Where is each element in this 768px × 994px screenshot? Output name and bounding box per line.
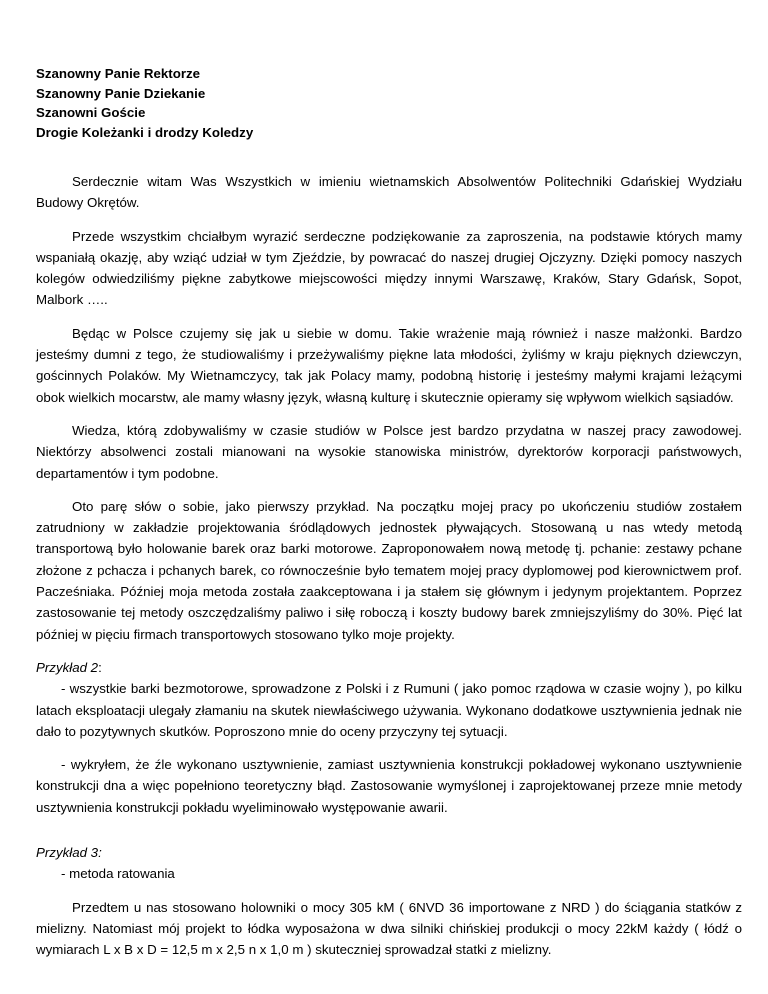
paragraph-knowledge: Wiedza, którą zdobywaliśmy w czasie studiów w Polsce jest bardzo przydatna w naszej pracy zawodowej. Niektórzy absolwenci zostali mianowani na wysokie stanowiska ministrów, dyrektorów korporacji państwowych, departamentów i tym podobne.: [36, 422, 742, 481]
salutation-colleagues: Drogie Koleżanki i drodzy Koledzy: [36, 124, 254, 140]
salutation-rector: Szanowny Panie Rektorze: [36, 66, 201, 81]
paragraph-thanks: Przede wszystkim chciałbym wyrazić serdeczne podziękowanie za zaproszenia, na podstawie których mamy wspaniałą okazję, aby wziąć udział w tym Zjeździe, by powracać do naszej drugiej Ojczyzny. Dzięki pomocy naszych kolegów odwiedziliśmy piękne zabytkowe miejscowości między innymi Warszawę, Kraków, Stary Gdańsk, Sopot, Malbork …..: [36, 228, 742, 308]
example3-label: Przykład 3:: [36, 845, 102, 861]
paragraph-example1: Oto parę słów o sobie, jako pierwszy przykład. Na początku mojej pracy po ukończeniu studiów zostałem zatrudniony w zakładzie projektowania śródlądowych jednostek pływających. Stosowaną u nas wtedy metodą transportową było holowanie barek oraz barki motorowe. Zaproponowałem nową metodę tj. pchanie: zestawy pchane złożone z pchacza i pchanych barek, co równocześnie było tematem mojej pracy dyplomowej pod kierownictwem prof. Pacześniaka. Później moja metoda została zaakceptowana i ja stałem się głównym i jedynym projektantem. Poprzez zastosowanie tej metody oszczędzaliśmy paliwo i siłę roboczą i koszty budowy barek zmniejszyliśmy do 30%. Pięć lat później w pięciu firmach transportowych stosowano tylko moje projekty.: [36, 498, 742, 642]
example3-paragraph: Przedtem u nas stosowano holowniki o mocy 305 kM ( 6NVD 36 importowane z NRD ) do ściągania statków z mielizny. Natomiast mój projekt to łódka wyposażona w dwa silniki chińskiej produkcji o mocy 22kM każdy ( łódź o wymiarach L x B x D = 12,5 m x 2,5 n x 1,0 m ) skuteczniej sprowadzał statki z mielizny.: [36, 899, 742, 958]
document-page: [36, 64, 742, 961]
example2-colon: :: [98, 659, 102, 675]
paragraph-welcome: Serdecznie witam Was Wszystkich w imieniu wietnamskich Absolwentów Politechniki Gdańskiej Wydziału Budowy Okrętów.: [36, 174, 742, 211]
example2-label: Przykład 2: [36, 659, 99, 675]
salutation-guests: Szanowni Goście: [36, 105, 146, 120]
example2-heading: [36, 657, 742, 678]
salutation-dean: Szanowny Panie Dziekanie: [36, 85, 206, 101]
example2-paragraph-1: - wszystkie barki bezmotorowe, sprowadzone z Polski i z Rumuni ( jako pomoc rządowa w czasie wojny ), po kilku latach eksploatacji ulegały złamaniu na skutek niewłaściwego używania. Wykonano dodatkowe usztywnienia jednak nie dało to pozytywnych skutków. Poproszono mnie do oceny przyczyny tej sytuacji.: [36, 681, 742, 739]
example3-sublabel: - metoda ratowania: [61, 866, 175, 882]
example2-paragraph-2: - wykryłem, że źle wykonano usztywnienie, zamiast usztywnienia konstrukcji pokładowej wykonano usztywnienie konstrukcji dna a więc popełniono teoretyczny błąd. Zastosowanie wymyślonej i zaprojektowanej przeze mnie metody usztywnienia konstrukcji pokładu wyeliminowało występowanie awarii.: [36, 757, 742, 815]
paragraph-poland: Będąc w Polsce czujemy się jak u siebie w domu. Takie wrażenie mają również i nasze małżonki. Bardzo jesteśmy dumni z tego, że studiowaliśmy i przeżywaliśmy piękne lata młodości, żyliśmy w kraju pięknych dziewczyn, gościnnych Polaków. My Wietnamczycy, tak jak Polacy mamy, podobną historię i jesteśmy małymi krajami leżącymi obok wielkich mocarstw, ale mamy własny język, własną kulturę i skutecznie opieramy się wpływom wielkich sąsiadów.: [36, 325, 742, 405]
salutation-block: [36, 64, 742, 142]
